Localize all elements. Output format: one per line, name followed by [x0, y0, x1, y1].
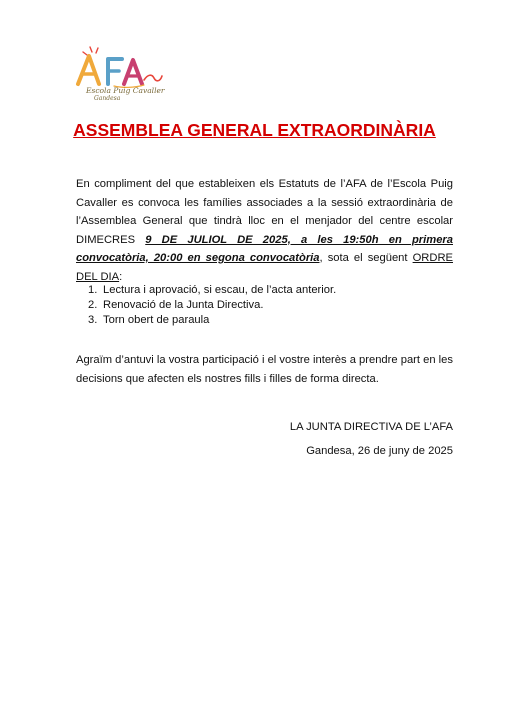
- agenda-item: [88, 313, 336, 328]
- afa-logo: [74, 46, 168, 104]
- date-line: Gandesa, 26 de juny de 2025: [306, 445, 453, 457]
- thanks-paragraph: Agraïm d’antuvi la vostra participació i el vostre interès a prendre part en les decisions que afecten els nostres fills i filles de forma directa.: [76, 354, 453, 385]
- agenda-list: [88, 283, 336, 328]
- agenda-item-number: 2.: [88, 299, 98, 311]
- agenda-item: [88, 283, 336, 298]
- meeting-datetime: 9 DE JULIOL DE 2025, a les 19:50h en primera convocatòria, 20:00 en segona convocatòria: [76, 233, 453, 264]
- intro-paragraph: [76, 175, 453, 286]
- agenda-item-text: Renovació de la Junta Directiva.: [103, 299, 264, 311]
- intro-text-1: En compliment del que estableixen els Estatuts de l’AFA de l’Escola Puig Cavaller es convoca les famílies associades a la sessió extraordinària de l’Assemblea General que tindrà lloc en el menjador del centre escolar DIMECRES: [76, 178, 453, 246]
- agenda-item-number: 3.: [88, 314, 98, 326]
- logo-school-name: Escola Puig Cavaller: [86, 86, 165, 95]
- afa-logo-mark: [74, 46, 168, 88]
- agenda-label: ORDRE DEL DIA: [76, 252, 453, 283]
- agenda-item-text: Torn obert de paraula: [103, 314, 210, 326]
- intro-text-3: :: [119, 270, 123, 283]
- agenda-item-text: Lectura i aprovació, si escau, de l’acta anterior.: [103, 284, 337, 296]
- intro-text-2: , sota el següent: [319, 252, 413, 264]
- agenda-item: [88, 298, 336, 313]
- page-title: ASSEMBLEA GENERAL EXTRAORDINÀRIA: [73, 120, 436, 140]
- logo-town-name: Gandesa: [94, 95, 121, 102]
- agenda-item-number: 1.: [88, 284, 98, 296]
- signature: LA JUNTA DIRECTIVA DE L’AFA: [289, 421, 453, 433]
